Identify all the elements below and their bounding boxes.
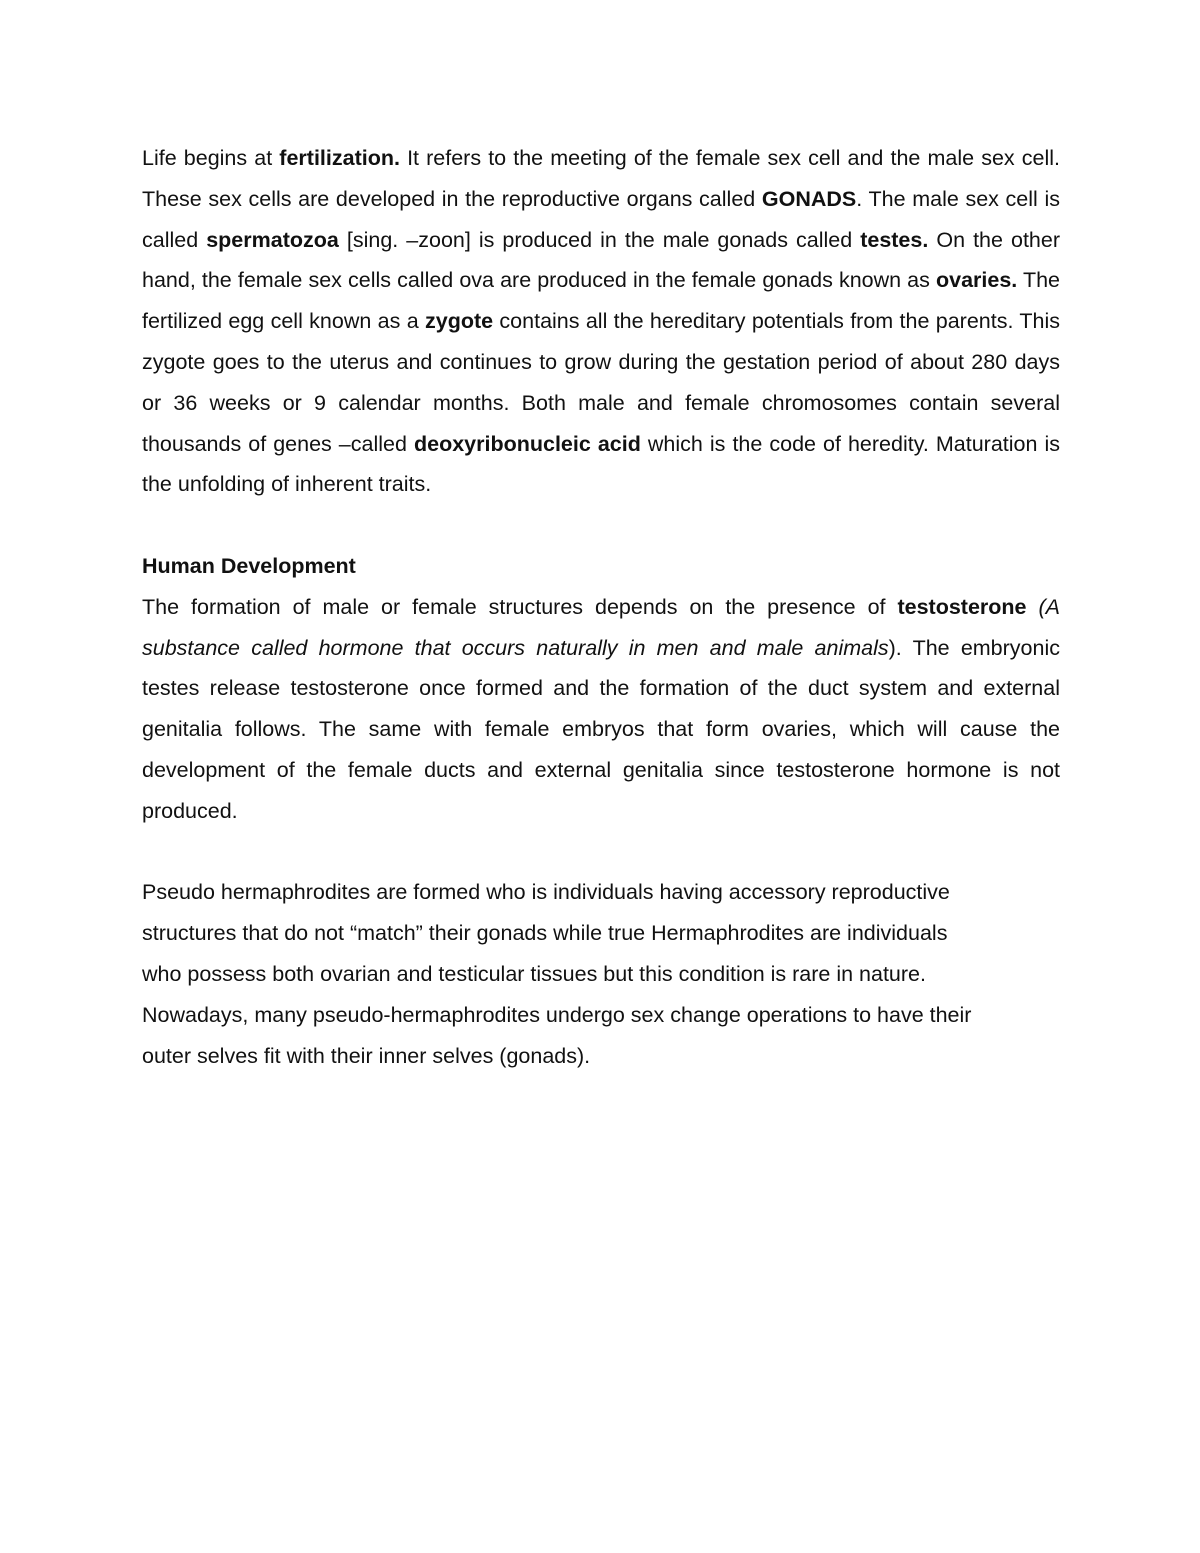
term-gonads: GONADS xyxy=(761,186,857,211)
paragraph-spacer xyxy=(142,832,1060,873)
text-line: who possess both ovarian and testicular tissues but this condition is rare in nature. xyxy=(142,961,926,986)
document-page xyxy=(142,138,1060,1076)
text-run: It refers to the meeting of the female sex cell and the male sex cell. These sex cells are developed in the reproductive organs called xyxy=(142,146,1060,211)
text-run: . The male sex cell is called xyxy=(142,186,1060,252)
text-run: Life begins at xyxy=(142,146,280,170)
text-run: The fertilized egg cell known as a xyxy=(142,268,1061,334)
term-testes: testes. xyxy=(860,227,929,252)
hormone-definition: (A substance called hormone that occurs naturally in men and male animals xyxy=(142,594,1060,660)
term-testosterone: testosterone xyxy=(897,594,1027,619)
text-run: contains all the hereditary potentials from the parents. This zygote goes to the uterus and continues to grow during the gestation period of about 280 days or 36 weeks or 9 calendar months. Both male and female chromosomes contain several thousands of genes –called xyxy=(142,309,1061,456)
paragraph-spacer xyxy=(142,505,1060,546)
text-run: The formation of male or female structures depends on the presence of xyxy=(142,594,898,619)
paragraph-human-development xyxy=(142,587,1060,832)
term-fertilization: fertilization. xyxy=(279,146,400,170)
text-run xyxy=(1027,595,1039,619)
term-spermatozoa: spermatozoa xyxy=(206,227,339,252)
text-line: structures that do not “match” their gonads while true Hermaphrodites are individuals xyxy=(142,921,948,946)
paragraph-hermaphrodites xyxy=(142,872,1060,1076)
text-run: ). The embryonic testes release testosterone once formed and the formation of the duct system and external genitalia follows. The same with female embryos that form ovaries, which will cause the development of the female ducts and external genitalia since testosterone hormone is not produced. xyxy=(142,635,1060,823)
text-line: Nowadays, many pseudo-hermaphrodites undergo sex change operations to have their xyxy=(142,1002,972,1027)
text-run: [sing. –zoon] is produced in the male gonads called xyxy=(338,227,861,252)
section-heading: Human Development xyxy=(142,553,356,578)
term-zygote: zygote xyxy=(425,309,494,334)
paragraph-fertilization xyxy=(142,138,1060,505)
text-run: which is the code of heredity. Maturation is the unfolding of inherent traits. xyxy=(142,431,1061,497)
text-run: On the other hand, the female sex cells called ova are produced in the female gonads known as xyxy=(142,227,1060,293)
term-deoxyribonucleic-acid: deoxyribonucleic acid xyxy=(413,431,641,456)
text-line: outer selves fit with their inner selves (gonads). xyxy=(142,1043,591,1068)
term-ovaries: ovaries. xyxy=(935,268,1018,293)
text-line: Pseudo hermaphrodites are formed who is individuals having accessory reproductive xyxy=(142,880,950,905)
